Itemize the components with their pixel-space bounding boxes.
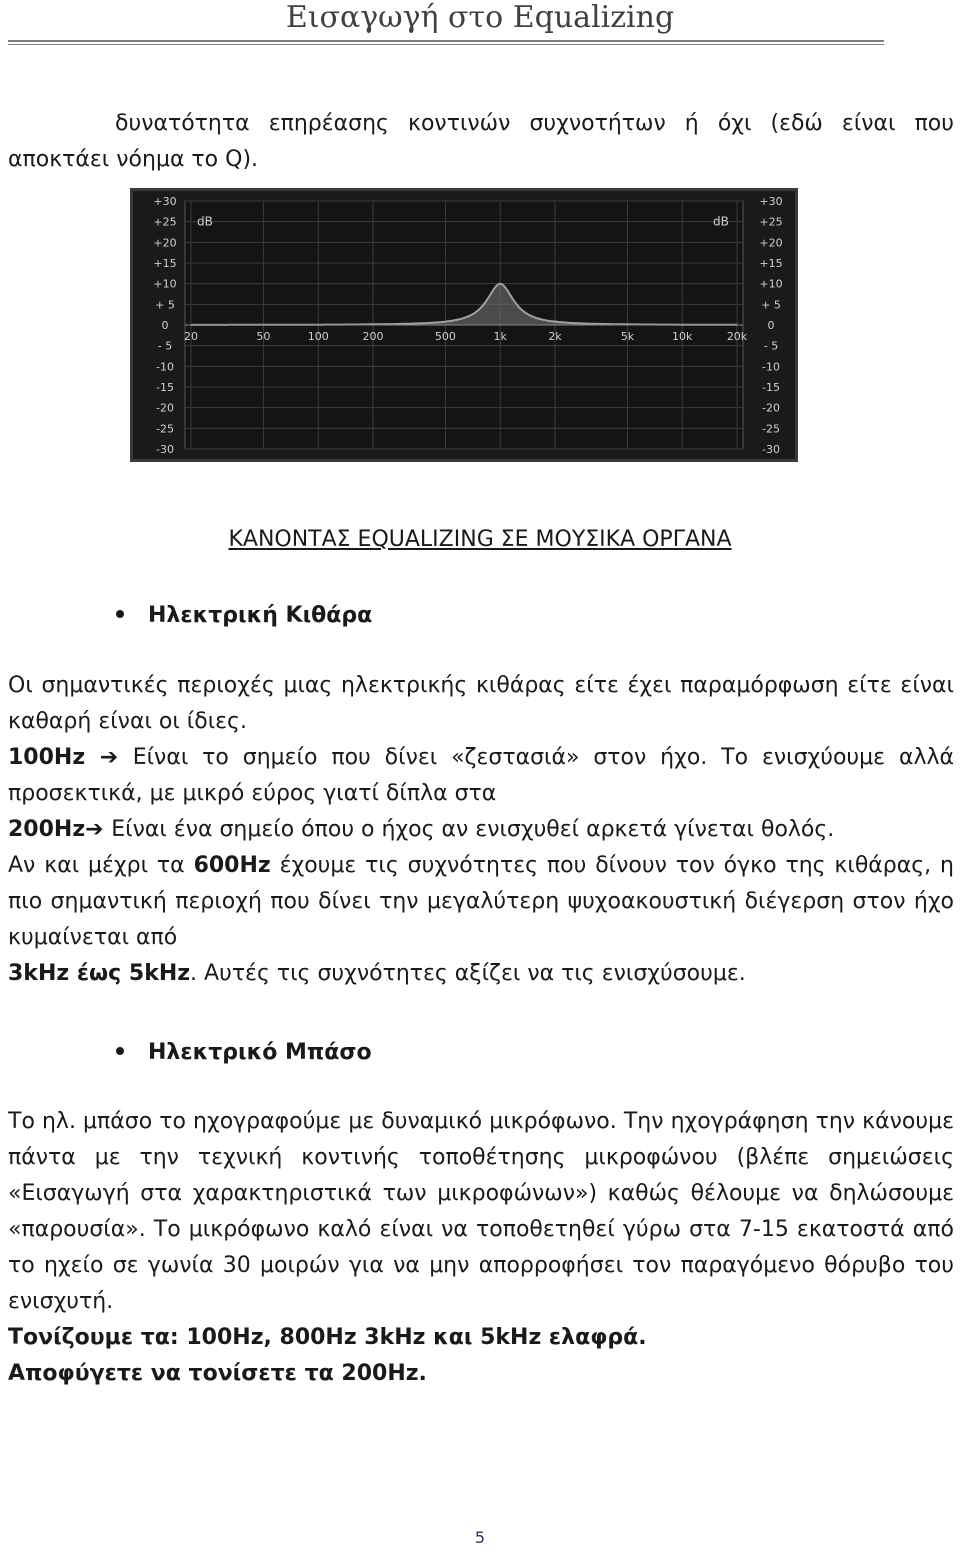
eq-db-tick-right: +30 bbox=[759, 195, 783, 208]
page-number: 5 bbox=[474, 1528, 486, 1547]
eq-db-tick-right: + 5 bbox=[761, 298, 781, 312]
freq-200hz: 200Hz bbox=[8, 817, 86, 842]
eq-db-tick-right: +15 bbox=[759, 257, 783, 270]
eq-db-tick-left: -25 bbox=[156, 422, 174, 436]
eq-db-tick-right: +10 bbox=[759, 277, 783, 291]
guitar-100hz-text: Είναι το σημείο που δίνει «ζεστασιά» στον ήχο. Το ενισχύουμε αλλά προσεκτικά, με μικρό εύρος γιατί δίπλα στα bbox=[8, 745, 954, 806]
eq-freq-tick: 50 bbox=[256, 330, 271, 343]
eq-db-tick-left: -10 bbox=[156, 360, 174, 374]
eq-db-tick-right: -20 bbox=[762, 401, 780, 415]
freq-100hz: 100Hz bbox=[8, 745, 86, 770]
eq-db-tick-right: +20 bbox=[759, 236, 783, 250]
eq-freq-tick: 5k bbox=[620, 330, 635, 343]
guitar-heading bbox=[116, 598, 372, 634]
freq-600hz: 600Hz bbox=[193, 853, 271, 878]
guitar-3k5k-text: . Αυτές τις συχνότητες αξίζει να τις ενισχύσουμε. bbox=[190, 961, 746, 986]
eq-db-tick-left: +20 bbox=[153, 236, 177, 250]
guitar-200hz-text: Είναι ένα σημείο όπου ο ήχος αν ενισχυθεί αρκετά γίνεται θολός. bbox=[111, 817, 835, 842]
eq-freq-tick: 500 bbox=[434, 330, 456, 343]
bass-tip-boost: Τονίζουμε τα: 100Hz, 800Hz 3kHz και 5kHz ελαφρά. bbox=[8, 1325, 647, 1350]
bass-heading bbox=[116, 1035, 372, 1071]
eq-db-tick-right: -30 bbox=[762, 443, 780, 456]
eq-freq-tick: 10k bbox=[672, 330, 693, 343]
eq-db-tick-right: -10 bbox=[762, 360, 780, 374]
eq-db-tick-right: +25 bbox=[759, 215, 783, 229]
bass-heading-text: Ηλεκτρικό Μπάσο bbox=[148, 1040, 372, 1065]
header-divider bbox=[8, 40, 884, 45]
eq-unit-right: dB bbox=[713, 214, 729, 229]
eq-db-tick-left: +15 bbox=[153, 257, 177, 270]
eq-db-tick-left: +25 bbox=[153, 215, 177, 229]
eq-display bbox=[130, 188, 798, 462]
eq-db-tick-left: -20 bbox=[156, 401, 174, 415]
bullet-icon bbox=[116, 610, 124, 618]
eq-db-tick-right: - 5 bbox=[763, 339, 779, 353]
guitar-paragraph-3k5k bbox=[8, 956, 954, 992]
arrow-icon: ➔ bbox=[85, 745, 133, 770]
eq-unit-left: dB bbox=[197, 214, 213, 229]
eq-freq-tick: 20 bbox=[184, 330, 198, 343]
guitar-paragraph-200hz bbox=[8, 812, 954, 848]
eq-freq-tick: 200 bbox=[362, 330, 384, 343]
eq-db-tick-left: 0 bbox=[161, 319, 169, 332]
bass-paragraph-1: Το ηλ. μπάσο το ηχογραφούμε με δυναμικό μικρόφωνο. Την ηχογράφηση την κάνουμε πάντα με την τεχνική κοντινής τοποθέτησης μικροφώνου (βλέπε σημειώσεις «Εισαγωγή στα χαρακτηριστικά των μικροφώνων») καθώς θέλουμε να δηλώσουμε «παρουσία». Το μικρόφωνο καλό είναι να τοποθετηθεί γύρω στα 7-15 εκατοστά από το ηχείο σε γωνία 30 μοιρών για να μην απορροφήσει τον παραγόμενο θόρυβο του ενισχυτή. bbox=[8, 1109, 954, 1314]
guitar-heading-text: Ηλεκτρική Κιθάρα bbox=[148, 603, 373, 628]
eq-db-tick-left: - 5 bbox=[157, 339, 173, 353]
guitar-600hz-text-b: έχουμε τις συχνότητες που δίνουν τον όγκο της κιθάρας, η πιο σημαντική περιοχή που δίνει την μεγαλύτερη ψυχοακουστική διέγερση στον ήχο κυμαίνεται από bbox=[8, 853, 955, 950]
eq-db-tick-left: +30 bbox=[153, 195, 177, 208]
eq-db-tick-left: -30 bbox=[156, 443, 174, 456]
eq-db-tick-right: -15 bbox=[762, 381, 780, 394]
eq-db-tick-left: -15 bbox=[156, 381, 174, 394]
guitar-600hz-text-a: Αν και μέχρι τα bbox=[8, 853, 194, 878]
eq-graph bbox=[133, 191, 795, 459]
guitar-paragraph-600hz bbox=[8, 848, 954, 956]
freq-3k-5k: 3kHz έως 5kHz bbox=[8, 961, 191, 986]
bass-tip-avoid: Αποφύγετε να τονίσετε τα 200Hz. bbox=[8, 1361, 427, 1386]
guitar-paragraph-100hz bbox=[8, 740, 954, 812]
bullet-icon bbox=[116, 1047, 124, 1055]
guitar-paragraph-1: Οι σημαντικές περιοχές μιας ηλεκτρικής κιθάρας είτε έχει παραμόρφωση είτε είναι καθαρή είναι οι ίδιες. bbox=[8, 673, 954, 734]
eq-freq-tick: 20k bbox=[726, 330, 748, 343]
eq-db-tick-right: 0 bbox=[767, 319, 775, 332]
eq-freq-tick: 100 bbox=[307, 330, 329, 343]
eq-db-tick-left: +10 bbox=[153, 277, 177, 291]
eq-db-tick-right: -25 bbox=[762, 422, 780, 436]
section-title: ΚΑΝΟΝΤΑΣ EQUALIZING ΣΕ ΜΟΥΣΙΚΑ ΟΡΓΑΝΑ bbox=[228, 527, 732, 552]
eq-freq-tick: 2k bbox=[548, 330, 562, 343]
eq-db-tick-left: + 5 bbox=[155, 298, 175, 312]
eq-freq-tick: 1k bbox=[493, 330, 507, 343]
intro-paragraph: δυνατότητα επηρέασης κοντινών συχνοτήτων ή όχι (εδώ είναι που αποκτάει νόημα το Q). bbox=[8, 111, 954, 172]
arrow-icon: ➔ bbox=[85, 817, 112, 842]
page-header-title: Εισαγωγή στο Equalizing bbox=[285, 0, 675, 35]
